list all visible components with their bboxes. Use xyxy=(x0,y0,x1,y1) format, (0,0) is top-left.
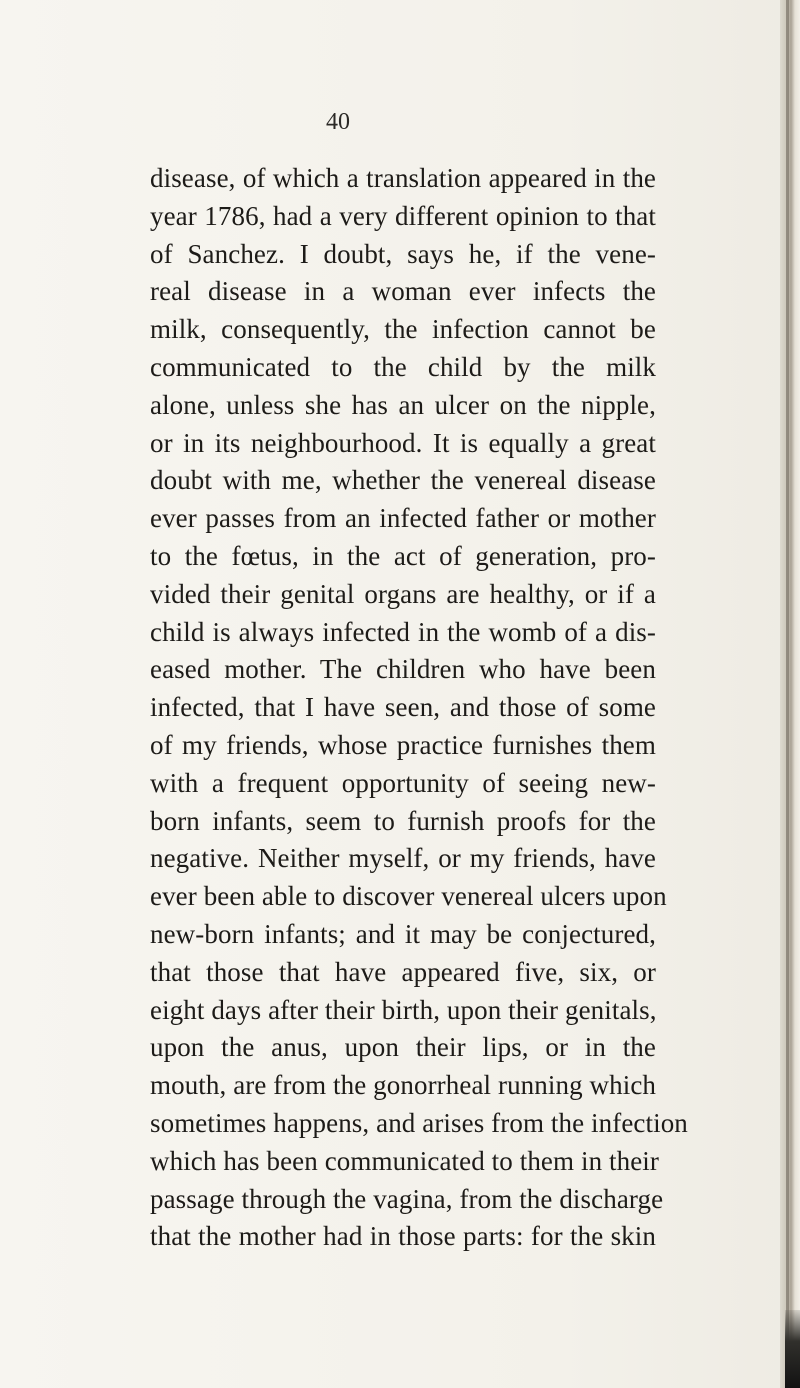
text-line: that the mother had in those parts: for the skin xyxy=(150,1221,656,1252)
body-text xyxy=(150,160,688,1256)
text-line: mouth, are from the gonorrheal running which xyxy=(150,1070,657,1101)
text-line: eased mother. The children who have been xyxy=(150,654,656,685)
page-edge xyxy=(780,0,800,1388)
page-number: 40 xyxy=(326,109,350,135)
text-line: year 1786, had a very different opinion to that xyxy=(150,200,656,231)
text-line: disease, of which a translation appeared in the xyxy=(150,163,656,193)
text-line: which has been communicated to them in their xyxy=(150,1145,660,1176)
text-line: milk, consequently, the infection cannot be xyxy=(150,314,656,345)
text-line: infected, that I have seen, and those of some xyxy=(150,692,656,723)
text-line: upon the anus, upon their lips, or in the xyxy=(150,1032,656,1063)
text-line: or in its neighbourhood. It is equally a great xyxy=(150,427,656,458)
text-line: child is always infected in the womb of a dis- xyxy=(150,616,656,647)
text-line: ever been able to discover venereal ulcers upon xyxy=(150,881,667,912)
binding-shadow xyxy=(786,0,789,1388)
page-corner-shadow xyxy=(785,1310,800,1388)
text-line: communicated to the child by the milk xyxy=(150,351,656,382)
text-line: born infants, seem to furnish proofs for the xyxy=(150,805,656,836)
text-line: passage through the vagina, from the discharge xyxy=(150,1183,664,1214)
text-line: vided their genital organs are healthy, or if a xyxy=(150,578,656,609)
text-line: of my friends, whose practice furnishes them xyxy=(150,729,656,760)
text-line: alone, unless she has an ulcer on the nipple, xyxy=(150,389,656,420)
text-line: eight days after their birth, upon their genitals, xyxy=(150,994,657,1025)
text-line: with a frequent opportunity of seeing new- xyxy=(150,767,656,798)
text-line: sometimes happens, and arises from the infection xyxy=(150,1107,688,1138)
text-line: that those that have appeared five, six, or xyxy=(150,956,656,987)
text-line: real disease in a woman ever infects the xyxy=(150,276,656,307)
text-line: new-born infants; and it may be conjectured, xyxy=(150,918,656,949)
text-line: negative. Neither myself, or my friends, have xyxy=(150,843,656,874)
text-line: doubt with me, whether the venereal disease xyxy=(150,465,656,496)
text-line: of Sanchez. I doubt, says he, if the vene- xyxy=(150,238,656,269)
text-line: to the fœtus, in the act of generation, pro- xyxy=(150,540,656,571)
text-line: ever passes from an infected father or mother xyxy=(150,503,656,534)
